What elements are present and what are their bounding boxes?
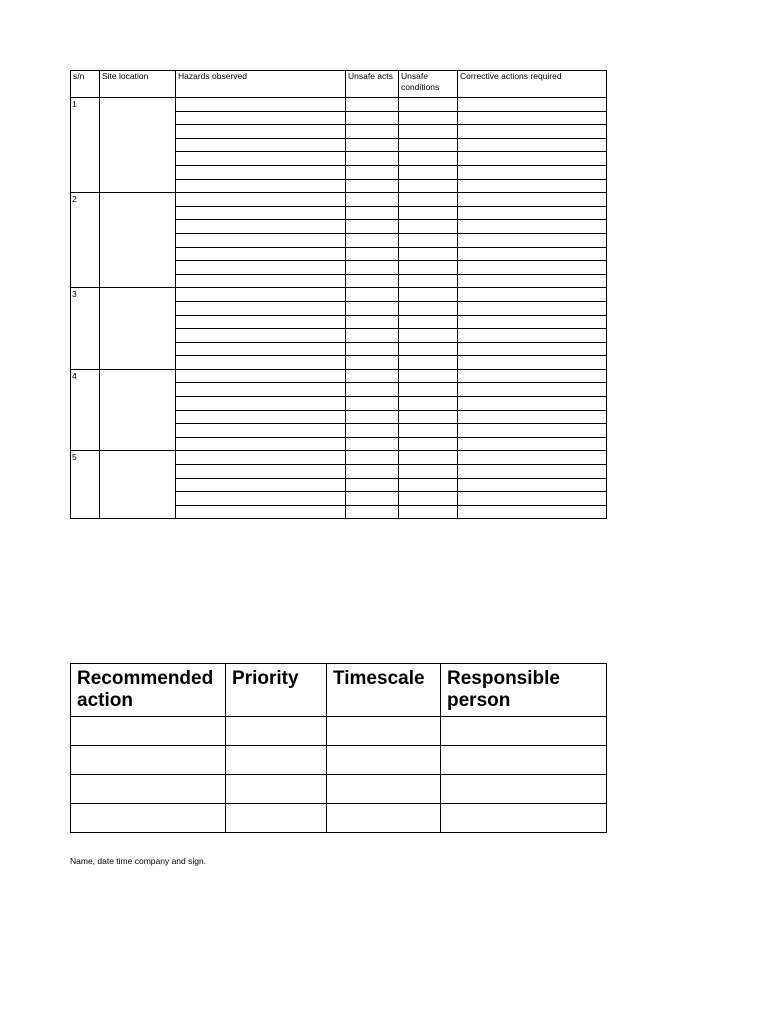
unsafe-conditions-cell[interactable]: [399, 451, 458, 465]
unsafe-acts-cell[interactable]: [346, 152, 399, 166]
corrective-actions-cell[interactable]: [458, 138, 607, 152]
hazards-observed-cell[interactable]: [176, 437, 346, 451]
unsafe-conditions-cell[interactable]: [399, 220, 458, 234]
unsafe-conditions-cell[interactable]: [399, 193, 458, 207]
action-row: [71, 717, 607, 746]
hazards-observed-cell[interactable]: [176, 451, 346, 465]
corrective-actions-cell[interactable]: [458, 247, 607, 261]
unsafe-acts-cell[interactable]: [346, 165, 399, 179]
hazards-observed-cell[interactable]: [176, 193, 346, 207]
sn-cell: 4: [71, 369, 100, 451]
corrective-actions-cell[interactable]: [458, 369, 607, 383]
unsafe-conditions-cell[interactable]: [399, 247, 458, 261]
hazards-observed-cell[interactable]: [176, 315, 346, 329]
recommended-action-cell[interactable]: [71, 717, 226, 746]
corrective-actions-cell[interactable]: [458, 383, 607, 397]
corrective-actions-cell[interactable]: [458, 152, 607, 166]
recommended-action-header: Recommended action: [71, 664, 226, 717]
unsafe-conditions-cell[interactable]: [399, 125, 458, 139]
hazards-observed-cell[interactable]: [176, 261, 346, 275]
unsafe-conditions-cell[interactable]: [399, 492, 458, 506]
responsible-person-cell[interactable]: [441, 746, 607, 775]
hazards-observed-cell[interactable]: [176, 465, 346, 479]
unsafe-acts-cell[interactable]: [346, 342, 399, 356]
site-location-cell[interactable]: [100, 451, 176, 519]
corrective-actions-cell[interactable]: [458, 465, 607, 479]
priority-cell[interactable]: [226, 746, 327, 775]
corrective-actions-cell[interactable]: [458, 261, 607, 275]
site-location-cell[interactable]: [100, 98, 176, 193]
corrective-actions-cell[interactable]: [458, 505, 607, 519]
hazards-observed-cell[interactable]: [176, 478, 346, 492]
unsafe-conditions-cell[interactable]: [399, 138, 458, 152]
responsible-person-cell[interactable]: [441, 717, 607, 746]
unsafe-conditions-cell[interactable]: [399, 397, 458, 411]
hazards-observed-cell[interactable]: [176, 98, 346, 112]
sn-cell: 3: [71, 288, 100, 370]
unsafe-conditions-cell[interactable]: [399, 261, 458, 275]
unsafe-acts-cell[interactable]: [346, 233, 399, 247]
hazards-observed-cell[interactable]: [176, 301, 346, 315]
unsafe-conditions-cell[interactable]: [399, 152, 458, 166]
corrective-actions-cell[interactable]: [458, 397, 607, 411]
corrective-actions-cell[interactable]: [458, 288, 607, 302]
sn-cell: 1: [71, 98, 100, 193]
hazards-observed-cell[interactable]: [176, 356, 346, 370]
unsafe-conditions-cell[interactable]: [399, 206, 458, 220]
unsafe-acts-cell[interactable]: [346, 451, 399, 465]
hazards-observed-cell[interactable]: [176, 383, 346, 397]
unsafe-conditions-cell[interactable]: [399, 342, 458, 356]
unsafe-acts-cell[interactable]: [346, 492, 399, 506]
unsafe-acts-cell[interactable]: [346, 505, 399, 519]
priority-cell[interactable]: [226, 717, 327, 746]
hazards-observed-cell[interactable]: [176, 111, 346, 125]
sn-cell: 2: [71, 193, 100, 288]
unsafe-conditions-cell[interactable]: [399, 505, 458, 519]
unsafe-acts-cell[interactable]: [346, 125, 399, 139]
unsafe-conditions-cell[interactable]: [399, 111, 458, 125]
hazards-observed-cell[interactable]: [176, 424, 346, 438]
hazards-observed-cell[interactable]: [176, 397, 346, 411]
recommended-action-cell[interactable]: [71, 804, 226, 833]
unsafe-conditions-cell[interactable]: [399, 165, 458, 179]
unsafe-conditions-cell[interactable]: [399, 465, 458, 479]
unsafe-acts-cell[interactable]: [346, 98, 399, 112]
unsafe-acts-cell[interactable]: [346, 383, 399, 397]
hazards-observed-cell[interactable]: [176, 492, 346, 506]
corrective-actions-cell[interactable]: [458, 329, 607, 343]
hazards-observed-cell[interactable]: [176, 220, 346, 234]
unsafe-conditions-cell[interactable]: [399, 383, 458, 397]
unsafe-conditions-cell[interactable]: [399, 424, 458, 438]
site-location-header: Site location: [100, 71, 176, 98]
unsafe-acts-cell[interactable]: [346, 478, 399, 492]
timescale-cell[interactable]: [327, 746, 441, 775]
timescale-cell[interactable]: [327, 775, 441, 804]
inspection-row: [71, 369, 607, 383]
hazards-observed-cell[interactable]: [176, 410, 346, 424]
hazards-observed-cell[interactable]: [176, 165, 346, 179]
unsafe-acts-cell[interactable]: [346, 410, 399, 424]
unsafe-acts-header: Unsafe acts: [346, 71, 399, 98]
unsafe-conditions-header: Unsafe conditions: [399, 71, 458, 98]
corrective-actions-cell[interactable]: [458, 356, 607, 370]
corrective-actions-cell[interactable]: [458, 478, 607, 492]
action-plan-table: [70, 663, 607, 833]
unsafe-acts-cell[interactable]: [346, 437, 399, 451]
corrective-actions-cell[interactable]: [458, 206, 607, 220]
corrective-actions-cell[interactable]: [458, 98, 607, 112]
unsafe-conditions-cell[interactable]: [399, 274, 458, 288]
timescale-header: Timescale: [327, 664, 441, 717]
unsafe-acts-cell[interactable]: [346, 138, 399, 152]
corrective-actions-cell[interactable]: [458, 410, 607, 424]
corrective-actions-cell[interactable]: [458, 492, 607, 506]
action-row: [71, 746, 607, 775]
unsafe-acts-cell[interactable]: [346, 261, 399, 275]
unsafe-acts-cell[interactable]: [346, 397, 399, 411]
timescale-cell[interactable]: [327, 717, 441, 746]
unsafe-conditions-cell[interactable]: [399, 288, 458, 302]
corrective-actions-header: Corrective actions required: [458, 71, 607, 98]
corrective-actions-cell[interactable]: [458, 165, 607, 179]
corrective-actions-cell[interactable]: [458, 301, 607, 315]
hazards-observed-cell[interactable]: [176, 369, 346, 383]
action-header-row: [71, 664, 607, 717]
priority-cell[interactable]: [226, 775, 327, 804]
site-location-cell[interactable]: [100, 193, 176, 288]
unsafe-acts-cell[interactable]: [346, 301, 399, 315]
unsafe-conditions-cell[interactable]: [399, 315, 458, 329]
priority-cell[interactable]: [226, 804, 327, 833]
unsafe-conditions-cell[interactable]: [399, 301, 458, 315]
unsafe-conditions-cell[interactable]: [399, 437, 458, 451]
corrective-actions-cell[interactable]: [458, 125, 607, 139]
corrective-actions-cell[interactable]: [458, 179, 607, 193]
unsafe-acts-cell[interactable]: [346, 179, 399, 193]
hazards-observed-cell[interactable]: [176, 247, 346, 261]
unsafe-conditions-cell[interactable]: [399, 329, 458, 343]
recommended-action-cell[interactable]: [71, 746, 226, 775]
unsafe-conditions-cell[interactable]: [399, 179, 458, 193]
inspection-header-row: [71, 71, 607, 98]
site-location-cell[interactable]: [100, 369, 176, 451]
hazards-observed-cell[interactable]: [176, 288, 346, 302]
hazards-observed-cell[interactable]: [176, 138, 346, 152]
unsafe-acts-cell[interactable]: [346, 111, 399, 125]
hazards-observed-cell[interactable]: [176, 179, 346, 193]
signature-note: Name, date time company and sign.: [70, 856, 207, 866]
unsafe-conditions-cell[interactable]: [399, 98, 458, 112]
unsafe-conditions-cell[interactable]: [399, 369, 458, 383]
unsafe-conditions-cell[interactable]: [399, 478, 458, 492]
hazards-observed-cell[interactable]: [176, 274, 346, 288]
unsafe-conditions-cell[interactable]: [399, 356, 458, 370]
hazards-observed-cell[interactable]: [176, 206, 346, 220]
unsafe-acts-cell[interactable]: [346, 274, 399, 288]
hazards-observed-header: Hazards observed: [176, 71, 346, 98]
unsafe-acts-cell[interactable]: [346, 424, 399, 438]
recommended-action-cell[interactable]: [71, 775, 226, 804]
sn-cell: 5: [71, 451, 100, 519]
hazards-observed-cell[interactable]: [176, 342, 346, 356]
unsafe-acts-cell[interactable]: [346, 465, 399, 479]
responsible-person-header: Responsible person: [441, 664, 607, 717]
unsafe-acts-cell[interactable]: [346, 315, 399, 329]
sn-header: s/n: [71, 71, 100, 98]
hazards-observed-cell[interactable]: [176, 505, 346, 519]
hazards-observed-cell[interactable]: [176, 125, 346, 139]
inspection-row: [71, 451, 607, 465]
unsafe-acts-cell[interactable]: [346, 220, 399, 234]
responsible-person-cell[interactable]: [441, 804, 607, 833]
action-row: [71, 804, 607, 833]
unsafe-acts-cell[interactable]: [346, 288, 399, 302]
corrective-actions-cell[interactable]: [458, 274, 607, 288]
corrective-actions-cell[interactable]: [458, 233, 607, 247]
corrective-actions-cell[interactable]: [458, 437, 607, 451]
hazards-observed-cell[interactable]: [176, 233, 346, 247]
site-location-cell[interactable]: [100, 288, 176, 370]
priority-header: Priority: [226, 664, 327, 717]
unsafe-acts-cell[interactable]: [346, 247, 399, 261]
unsafe-acts-cell[interactable]: [346, 193, 399, 207]
inspection-row: [71, 98, 607, 112]
corrective-actions-cell[interactable]: [458, 451, 607, 465]
corrective-actions-cell[interactable]: [458, 342, 607, 356]
inspection-row: [71, 288, 607, 302]
responsible-person-cell[interactable]: [441, 775, 607, 804]
timescale-cell[interactable]: [327, 804, 441, 833]
inspection-row: [71, 193, 607, 207]
unsafe-conditions-cell[interactable]: [399, 410, 458, 424]
unsafe-acts-cell[interactable]: [346, 206, 399, 220]
unsafe-acts-cell[interactable]: [346, 369, 399, 383]
unsafe-acts-cell[interactable]: [346, 329, 399, 343]
corrective-actions-cell[interactable]: [458, 315, 607, 329]
hazards-observed-cell[interactable]: [176, 329, 346, 343]
hazards-observed-cell[interactable]: [176, 152, 346, 166]
unsafe-conditions-cell[interactable]: [399, 233, 458, 247]
corrective-actions-cell[interactable]: [458, 111, 607, 125]
corrective-actions-cell[interactable]: [458, 424, 607, 438]
unsafe-acts-cell[interactable]: [346, 356, 399, 370]
corrective-actions-cell[interactable]: [458, 220, 607, 234]
corrective-actions-cell[interactable]: [458, 193, 607, 207]
action-row: [71, 775, 607, 804]
site-inspection-table: [70, 70, 607, 519]
